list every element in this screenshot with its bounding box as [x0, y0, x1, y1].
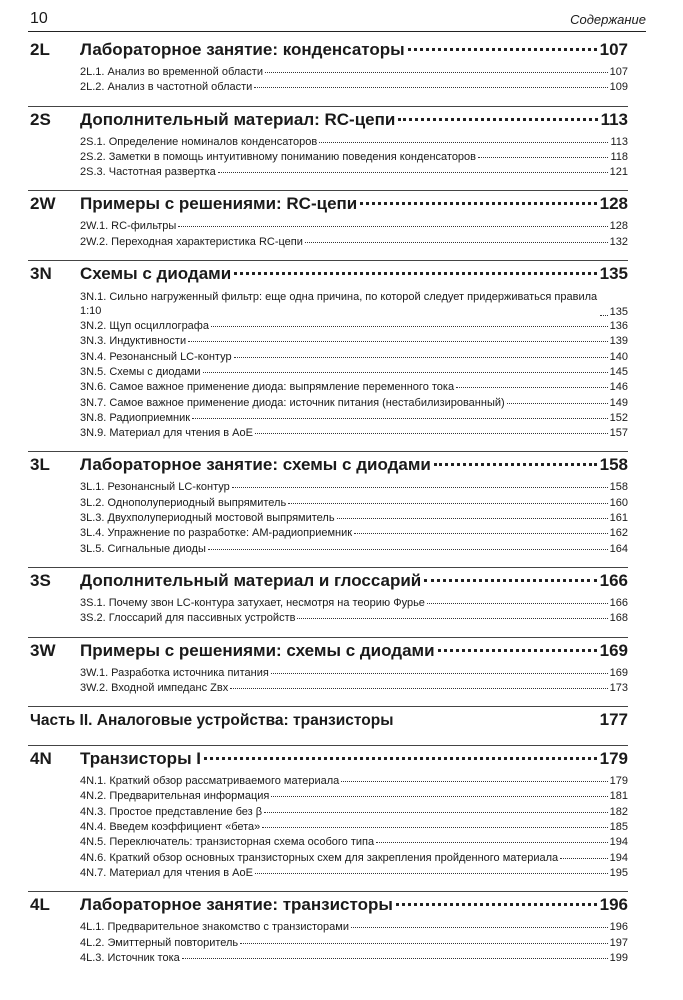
toc-entry[interactable] [80, 612, 628, 627]
dot-leader [204, 757, 597, 760]
chapter-line [80, 40, 628, 60]
toc-entry[interactable] [80, 412, 628, 427]
entry-title: 3N.8. Радиоприемник [80, 411, 191, 424]
entry-title: 3N.3. Индуктивности [80, 335, 187, 348]
chapter-page-number: 107 [599, 40, 628, 59]
entry-title: 2L.2. Анализ в частотной области [80, 81, 253, 94]
toc-entry[interactable] [80, 320, 628, 335]
dot-leader [255, 433, 608, 434]
toc-entry[interactable] [80, 852, 628, 867]
toc-entry[interactable] [80, 597, 628, 612]
table-of-contents [28, 36, 628, 967]
dot-leader [354, 533, 608, 534]
toc-entry[interactable] [80, 775, 628, 790]
chapter-line [80, 455, 628, 475]
dot-leader [218, 172, 608, 173]
entry-title: 2S.1. Определение номиналов конденсаторов [80, 135, 318, 148]
dot-leader [271, 673, 608, 674]
dot-leader [203, 372, 608, 373]
divider [28, 891, 628, 892]
chapter-line [80, 264, 628, 284]
toc-entry[interactable] [80, 921, 628, 936]
entry-page-number: 158 [609, 481, 628, 494]
toc-entry[interactable] [80, 527, 628, 542]
entry-page-number: 164 [609, 542, 628, 555]
entry-page-number: 181 [609, 790, 628, 803]
entry-title: 3S.1. Почему звон LC-контура затухает, несмотря на теорию Фурье [80, 596, 425, 609]
toc-entry[interactable] [80, 667, 628, 682]
dot-leader [600, 315, 608, 316]
entry-page-number: 179 [609, 775, 628, 788]
entry-page-number: 118 [610, 150, 628, 163]
entry-page-number: 135 [609, 306, 628, 319]
chapter-heading[interactable] [28, 451, 628, 481]
entry-page-number: 136 [609, 320, 628, 333]
divider [28, 706, 628, 707]
entry-page-number: 113 [610, 135, 628, 148]
entry-page-number: 140 [609, 350, 628, 363]
dot-leader [438, 649, 597, 652]
toc-entry[interactable] [80, 427, 628, 442]
toc-entry[interactable] [80, 381, 628, 396]
chapter-title: Лабораторное занятие: транзисторы [80, 895, 393, 915]
entry-page-number: 166 [609, 596, 628, 609]
dot-leader [398, 118, 597, 121]
toc-entry[interactable] [80, 543, 628, 558]
toc-entry[interactable] [80, 952, 628, 967]
entry-page-number: 185 [609, 821, 628, 834]
page-number: 10 [30, 10, 48, 27]
chapter-heading[interactable] [28, 190, 628, 220]
chapter-code: 3W [30, 640, 56, 660]
dot-leader [427, 603, 608, 604]
toc-entry[interactable] [80, 836, 628, 851]
chapter-code: 4N [30, 749, 52, 769]
entry-page-number: 157 [609, 427, 628, 440]
toc-entry[interactable] [80, 790, 628, 805]
entry-title: 4N.1. Краткий обзор рассматриваемого материала [80, 775, 340, 788]
toc-entry[interactable] [80, 512, 628, 527]
entry-title: 4N.3. Простое представление без β [80, 805, 263, 818]
part-title: Часть II. Аналоговые устройства: транзисторы [30, 712, 394, 730]
entry-page-number: 128 [609, 220, 628, 233]
chapter-code: 3S [30, 570, 51, 590]
entry-title: 2L.1. Анализ во временной области [80, 66, 263, 78]
dot-leader [262, 827, 607, 828]
toc-entry[interactable] [80, 366, 628, 381]
chapter-heading[interactable] [28, 260, 628, 290]
part-heading [28, 706, 628, 736]
dot-leader [240, 943, 607, 944]
dot-leader [297, 618, 607, 619]
entry-title: 2W.2. Переходная характеристика RC-цепи [80, 235, 303, 248]
chapter-code: 2S [30, 109, 51, 129]
entry-title: 4N.5. Переключатель: транзисторная схема особого типа [80, 836, 375, 849]
chapter-title: Транзисторы I [80, 749, 202, 769]
toc-entry[interactable] [80, 220, 628, 235]
divider [28, 745, 628, 746]
entry-title: 2S.3. Частотная развертка [80, 166, 216, 179]
entry-page-number: 146 [609, 381, 628, 394]
chapter-page-number: 135 [599, 264, 628, 284]
dot-leader [288, 503, 607, 504]
toc-entry[interactable] [80, 481, 628, 496]
chapter-heading[interactable] [28, 637, 628, 667]
entry-title: 4L.3. Источник тока [80, 951, 180, 964]
dot-leader [230, 688, 607, 689]
entry-page-number: 196 [609, 921, 628, 934]
toc-entry[interactable] [80, 682, 628, 697]
dot-leader [192, 418, 608, 419]
chapter-title: Примеры с решениями: RC-цепи [80, 194, 358, 214]
dot-leader [182, 958, 608, 959]
toc-entry[interactable] [80, 937, 628, 952]
chapter-page-number: 166 [599, 570, 628, 590]
entry-page-number: 169 [609, 666, 628, 679]
divider [28, 190, 628, 191]
dot-leader [264, 812, 608, 813]
entry-page-number: 162 [609, 527, 628, 540]
entry-title: 4N.6. Краткий обзор основных транзисторных схем для закрепления пройденного материала [80, 851, 559, 864]
chapter-code: 2W [30, 194, 56, 214]
entry-title: 4L.2. Эмиттерный повторитель [80, 936, 239, 949]
chapter-page-number: 169 [599, 640, 628, 660]
divider [28, 106, 628, 107]
chapter-title: Дополнительный материал и глоссарий [80, 570, 422, 590]
dot-leader [234, 272, 596, 275]
entry-title: 3N.6. Самое важное применение диода: выпрямление переменного тока [80, 381, 455, 394]
entry-page-number: 194 [609, 851, 628, 864]
chapter-title: Лабораторное занятие: схемы с диодами [80, 455, 431, 475]
toc-entry[interactable] [80, 151, 628, 166]
entry-title: 4N.4. Введем коэффициент «бета» [80, 821, 261, 834]
chapter-title: Дополнительный материал: RC-цепи [80, 109, 396, 129]
toc-entry[interactable] [80, 351, 628, 366]
running-title: Содержание [570, 12, 646, 27]
entry-page-number: 152 [609, 411, 628, 424]
dot-leader [408, 48, 597, 51]
chapter-page-number: 158 [599, 455, 628, 475]
entry-title: 3N.2. Щуп осциллографа [80, 320, 209, 333]
toc-entry[interactable] [80, 397, 628, 412]
dot-leader [232, 487, 608, 488]
entry-page-number: 195 [609, 866, 628, 879]
chapter-code: 3L [30, 455, 50, 475]
dot-leader [254, 87, 607, 88]
toc-entry[interactable] [80, 497, 628, 512]
dot-leader [178, 226, 607, 227]
dot-leader [255, 873, 608, 874]
entry-title: 3W.2. Входной импеданс Zвх [80, 681, 229, 694]
chapter-page-number: 128 [599, 194, 628, 214]
dot-leader [424, 579, 596, 582]
entry-title: 3L.2. Однополупериодный выпрямитель [80, 496, 287, 509]
dot-leader [478, 157, 608, 158]
dot-leader [507, 403, 608, 404]
entry-page-number: 161 [609, 512, 628, 525]
entry-title: 4N.2. Предварительная информация [80, 790, 270, 803]
entry-page-number: 149 [609, 396, 628, 409]
dot-leader [305, 242, 608, 243]
chapter-heading[interactable] [28, 891, 628, 921]
chapter-line [80, 749, 628, 769]
entry-title: 3L.5. Сигнальные диоды [80, 542, 206, 555]
chapter-page-number: 179 [599, 749, 628, 769]
dot-leader [341, 781, 607, 782]
divider [28, 451, 628, 452]
entry-page-number: 173 [609, 681, 628, 694]
chapter-title: Примеры с решениями: схемы с диодами [80, 640, 435, 660]
entry-page-number: 194 [609, 836, 628, 849]
toc-entry[interactable] [80, 867, 628, 882]
entry-title: 3N.4. Резонансный LC-контур [80, 350, 232, 363]
entry-title: 3S.2. Глоссарий для пассивных устройств [80, 612, 296, 625]
entry-page-number: 168 [609, 612, 628, 625]
part-line [30, 710, 628, 730]
entry-page-number: 199 [609, 951, 628, 964]
entry-title: 4L.1. Предварительное знакомство с транзисторами [80, 921, 349, 934]
dot-leader [234, 357, 608, 358]
divider [28, 260, 628, 261]
dot-leader [434, 463, 597, 466]
dot-leader [360, 202, 596, 205]
divider [28, 637, 628, 638]
chapter-code: 4L [30, 895, 50, 915]
dot-leader [188, 341, 608, 342]
page-header [28, 10, 646, 32]
toc-entry[interactable] [80, 821, 628, 836]
dot-leader [271, 796, 607, 797]
part-page-number: 177 [599, 710, 628, 730]
dot-leader [396, 903, 597, 906]
entry-title: 3W.1. Разработка источника питания [80, 666, 269, 679]
chapter-code: 3N [30, 264, 52, 284]
dot-leader [265, 72, 608, 73]
chapter-title: Лабораторное занятие: конденсаторы [80, 40, 405, 59]
toc-entry[interactable] [80, 335, 628, 350]
entry-page-number: 109 [609, 81, 628, 94]
entry-title: 3L.4. Упражнение по разработке: АМ-радиоприемник [80, 527, 353, 540]
chapter-page-number: 113 [600, 109, 628, 129]
dot-leader [337, 518, 608, 519]
toc-entry[interactable] [80, 66, 628, 81]
chapter-heading[interactable] [28, 567, 628, 597]
chapter-page-number: 196 [599, 895, 628, 915]
toc-entry[interactable] [80, 806, 628, 821]
entry-page-number: 145 [609, 365, 628, 378]
entry-page-number: 182 [609, 805, 628, 818]
divider [28, 567, 628, 568]
entry-title: 3L.3. Двухполупериодный мостовой выпрямитель [80, 512, 335, 525]
chapter-line [80, 194, 628, 214]
toc-entry[interactable] [80, 166, 628, 181]
dot-leader [560, 858, 608, 859]
chapter-heading[interactable] [28, 36, 628, 66]
entry-title: 3N.7. Самое важное применение диода: источник питания (нестабилизированный) [80, 396, 505, 409]
chapter-heading[interactable] [28, 745, 628, 775]
toc-entry[interactable] [80, 290, 628, 320]
toc-entry[interactable] [80, 236, 628, 251]
dot-leader [319, 142, 608, 143]
chapter-heading[interactable] [28, 106, 628, 136]
entry-title: 3N.9. Материал для чтения в AoE [80, 427, 253, 440]
chapter-title: Схемы с диодами [80, 264, 232, 284]
dot-leader [376, 842, 608, 843]
dot-leader [351, 927, 608, 928]
chapter-line [80, 895, 628, 915]
entry-title: 2W.1. RC-фильтры [80, 220, 177, 233]
entry-title: 3N.1. Сильно нагруженный фильтр: еще одна причина, по которой следует придерживаться правила 1:10 [80, 291, 598, 318]
dot-leader [211, 326, 608, 327]
chapter-line [80, 641, 628, 661]
dot-leader [208, 549, 608, 550]
entry-page-number: 132 [609, 235, 628, 248]
chapter-line [80, 571, 628, 591]
entry-title: 3L.1. Резонансный LC-контур [80, 481, 230, 494]
toc-entry[interactable] [80, 136, 628, 151]
entry-title: 4N.7. Материал для чтения в AoE [80, 866, 253, 879]
chapter-line [80, 110, 628, 130]
entry-page-number: 160 [609, 496, 628, 509]
entry-page-number: 107 [609, 66, 628, 78]
entry-page-number: 197 [609, 936, 628, 949]
entry-page-number: 121 [609, 166, 628, 179]
chapter-code: 2L [30, 40, 50, 59]
entry-title: 2S.2. Заметки в помощь интуитивному пониманию поведения конденсаторов [80, 150, 477, 163]
toc-entry[interactable] [80, 81, 628, 96]
dot-leader [456, 387, 608, 388]
entry-page-number: 139 [609, 335, 628, 348]
entry-title: 3N.5. Схемы с диодами [80, 365, 201, 378]
